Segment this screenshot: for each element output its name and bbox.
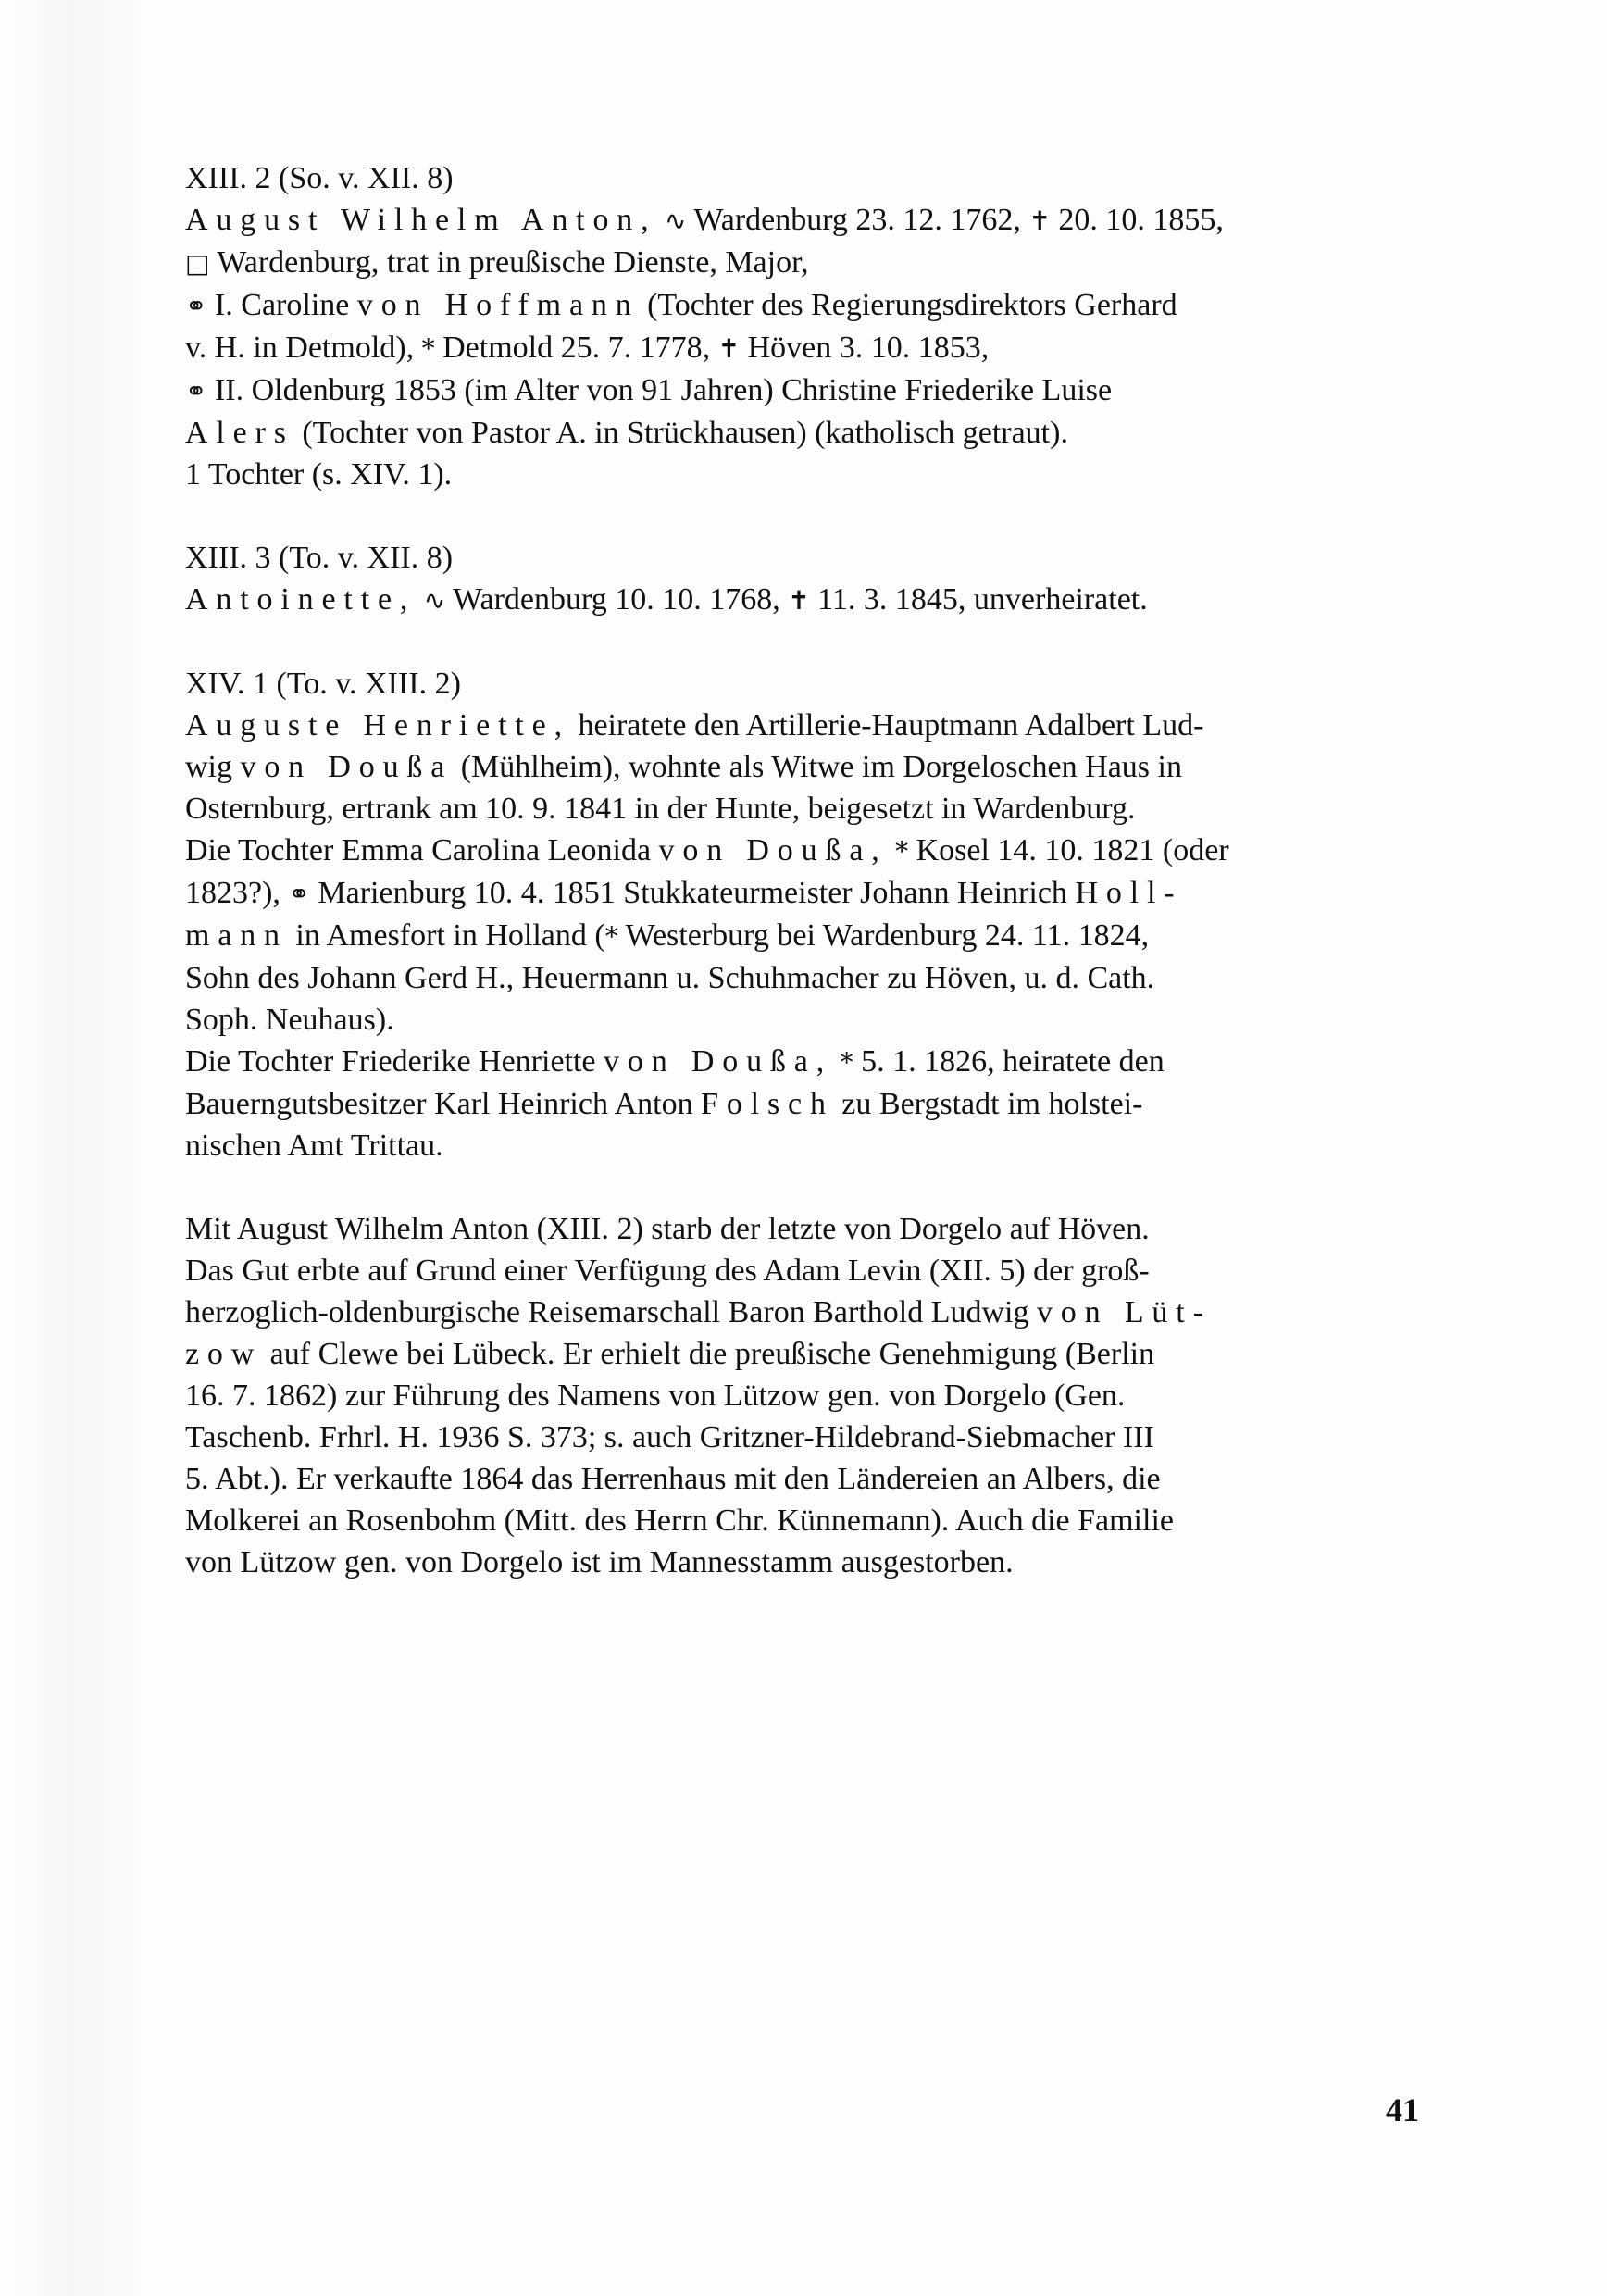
person-name: Antoinette, — [185, 582, 417, 617]
entry-text — [185, 705, 1426, 1167]
entry-xiii-3 — [185, 537, 1426, 621]
text-line: 16. 7. 1862) zur Führung des Namens von Lützow gen. von Dorgelo (Gen. — [185, 1379, 1126, 1413]
person-name: von Doußa, — [658, 833, 888, 867]
born-icon: * — [895, 836, 909, 867]
text-line: Mit August Wilhelm Anton (XIII. 2) starb der letzte von Dorgelo auf Höven. — [185, 1212, 1150, 1246]
person-name: mann — [185, 918, 288, 953]
entry-xiv-1 — [185, 663, 1426, 1167]
text-line: Die Tochter Emma Carolina Leonida von Doußa, * Kosel 14. 10. 1821 (oder — [185, 833, 1229, 867]
entry-text — [185, 579, 1426, 621]
text-line: □ Wardenburg, trat in preußische Dienste, Major, — [185, 245, 809, 280]
text-line: Soph. Neuhaus). — [185, 1003, 394, 1037]
person-name: von Lüt- — [1036, 1295, 1212, 1329]
text-line: Die Tochter Friederike Henriette von Doußa, * 5. 1. 1826, heiratete den — [185, 1044, 1165, 1079]
text-line: Osternburg, ertrank am 10. 9. 1841 in der Hunte, beigesetzt in Wardenburg. — [185, 792, 1136, 826]
person-name: Auguste Henriette, — [185, 708, 570, 742]
married-icon: ⚭ — [288, 879, 310, 909]
died-icon: ✝ — [788, 585, 810, 616]
text-line: wig von Doußa (Mühlheim), wohnte als Witwe im Dorgeloschen Haus in — [185, 750, 1182, 784]
person-name: von Hoffmann — [356, 288, 640, 322]
closing-paragraph — [185, 1208, 1426, 1583]
text-line: 5. Abt.). Er verkaufte 1864 das Herrenhaus mit den Ländereien an Albers, die — [185, 1462, 1161, 1496]
person-name: Holl- — [1075, 876, 1183, 910]
entry-heading: XIV. 1 (To. v. XIII. 2) — [185, 667, 461, 701]
text-line: v. H. in Detmold), * Detmold 25. 7. 1778, ✝ Höven 3. 10. 1853, — [185, 331, 990, 365]
baptized-icon: ∿ — [423, 585, 446, 616]
person-name: August Wilhelm Anton, — [185, 203, 657, 237]
text-line: 1 Tochter (s. XIV. 1). — [185, 457, 453, 492]
text-line: Antoinette, ∿ Wardenburg 10. 10. 1768, ✝ 11. 3. 1845, unverheiratet. — [185, 582, 1148, 617]
text-line: von Lützow gen. von Dorgelo ist im Mannesstamm ausgestorben. — [185, 1545, 1014, 1579]
entry-heading: XIII. 2 (So. v. XII. 8) — [185, 161, 454, 195]
page-body — [185, 157, 1426, 1625]
text-line: herzoglich-oldenburgische Reisemarschall Baron Barthold Ludwig von Lüt- — [185, 1295, 1212, 1329]
married-icon: ⚭ — [185, 376, 207, 406]
text-line: ⚭ II. Oldenburg 1853 (im Alter von 91 Jahren) Christine Friederike Luise — [185, 373, 1113, 407]
text-line: August Wilhelm Anton, ∿ Wardenburg 23. 12. 1762, ✝ 20. 10. 1855, — [185, 203, 1224, 237]
text-line: 1823?), ⚭ Marienburg 10. 4. 1851 Stukkateurmeister Johann Heinrich Holl- — [185, 876, 1183, 910]
person-name: von Doußa — [240, 750, 454, 784]
text-line: Bauerngutsbesitzer Karl Heinrich Anton Folsch zu Bergstadt im holstei- — [185, 1087, 1143, 1121]
died-icon: ✝ — [717, 333, 741, 364]
entry-text — [185, 199, 1426, 495]
married-icon: ⚭ — [185, 291, 207, 321]
died-icon: ✝ — [1028, 206, 1051, 236]
born-icon: * — [840, 1047, 853, 1078]
scan-edge-shading — [0, 0, 139, 2296]
text-line: nischen Amt Trittau. — [185, 1129, 443, 1163]
text-line: Taschenb. Frhrl. H. 1936 S. 373; s. auch Gritzner-Hildebrand-Siebmacher III — [185, 1420, 1154, 1454]
text-line: Molkerei an Rosenbohm (Mitt. des Herrn Chr. Künnemann). Auch die Familie — [185, 1504, 1174, 1538]
person-name: zow — [185, 1337, 263, 1371]
entry-heading: XIII. 3 (To. v. XII. 8) — [185, 541, 454, 575]
text-line: Sohn des Johann Gerd H., Heuermann u. Schuhmacher zu Höven, u. d. Cath. — [185, 961, 1155, 995]
baptized-icon: ∿ — [665, 206, 687, 236]
text-line: zow auf Clewe bei Lübeck. Er erhielt die preußische Genehmigung (Berlin — [185, 1337, 1155, 1371]
person-name: Folsch — [701, 1087, 834, 1121]
born-icon: * — [604, 921, 618, 952]
text-line: Das Gut erbte auf Grund einer Verfügung des Adam Levin (XII. 5) der groß- — [185, 1254, 1150, 1288]
text-line: mann in Amesfort in Holland (* Westerburg bei Wardenburg 24. 11. 1824, — [185, 918, 1150, 953]
entry-xiii-2 — [185, 157, 1426, 495]
born-icon: * — [421, 333, 435, 364]
buried-icon: □ — [185, 248, 210, 279]
page-number: 41 — [1386, 2091, 1419, 2128]
person-name: Alers — [185, 416, 294, 450]
person-name: von Doußa, — [604, 1044, 833, 1079]
text-line: Auguste Henriette, heiratete den Artillerie-Hauptmann Adalbert Lud- — [185, 708, 1204, 742]
text-line: Alers (Tochter von Pastor A. in Strückhausen) (katholisch getraut). — [185, 416, 1068, 450]
text-line: ⚭ I. Caroline von Hoffmann (Tochter des Regierungsdirektors Gerhard — [185, 288, 1177, 322]
